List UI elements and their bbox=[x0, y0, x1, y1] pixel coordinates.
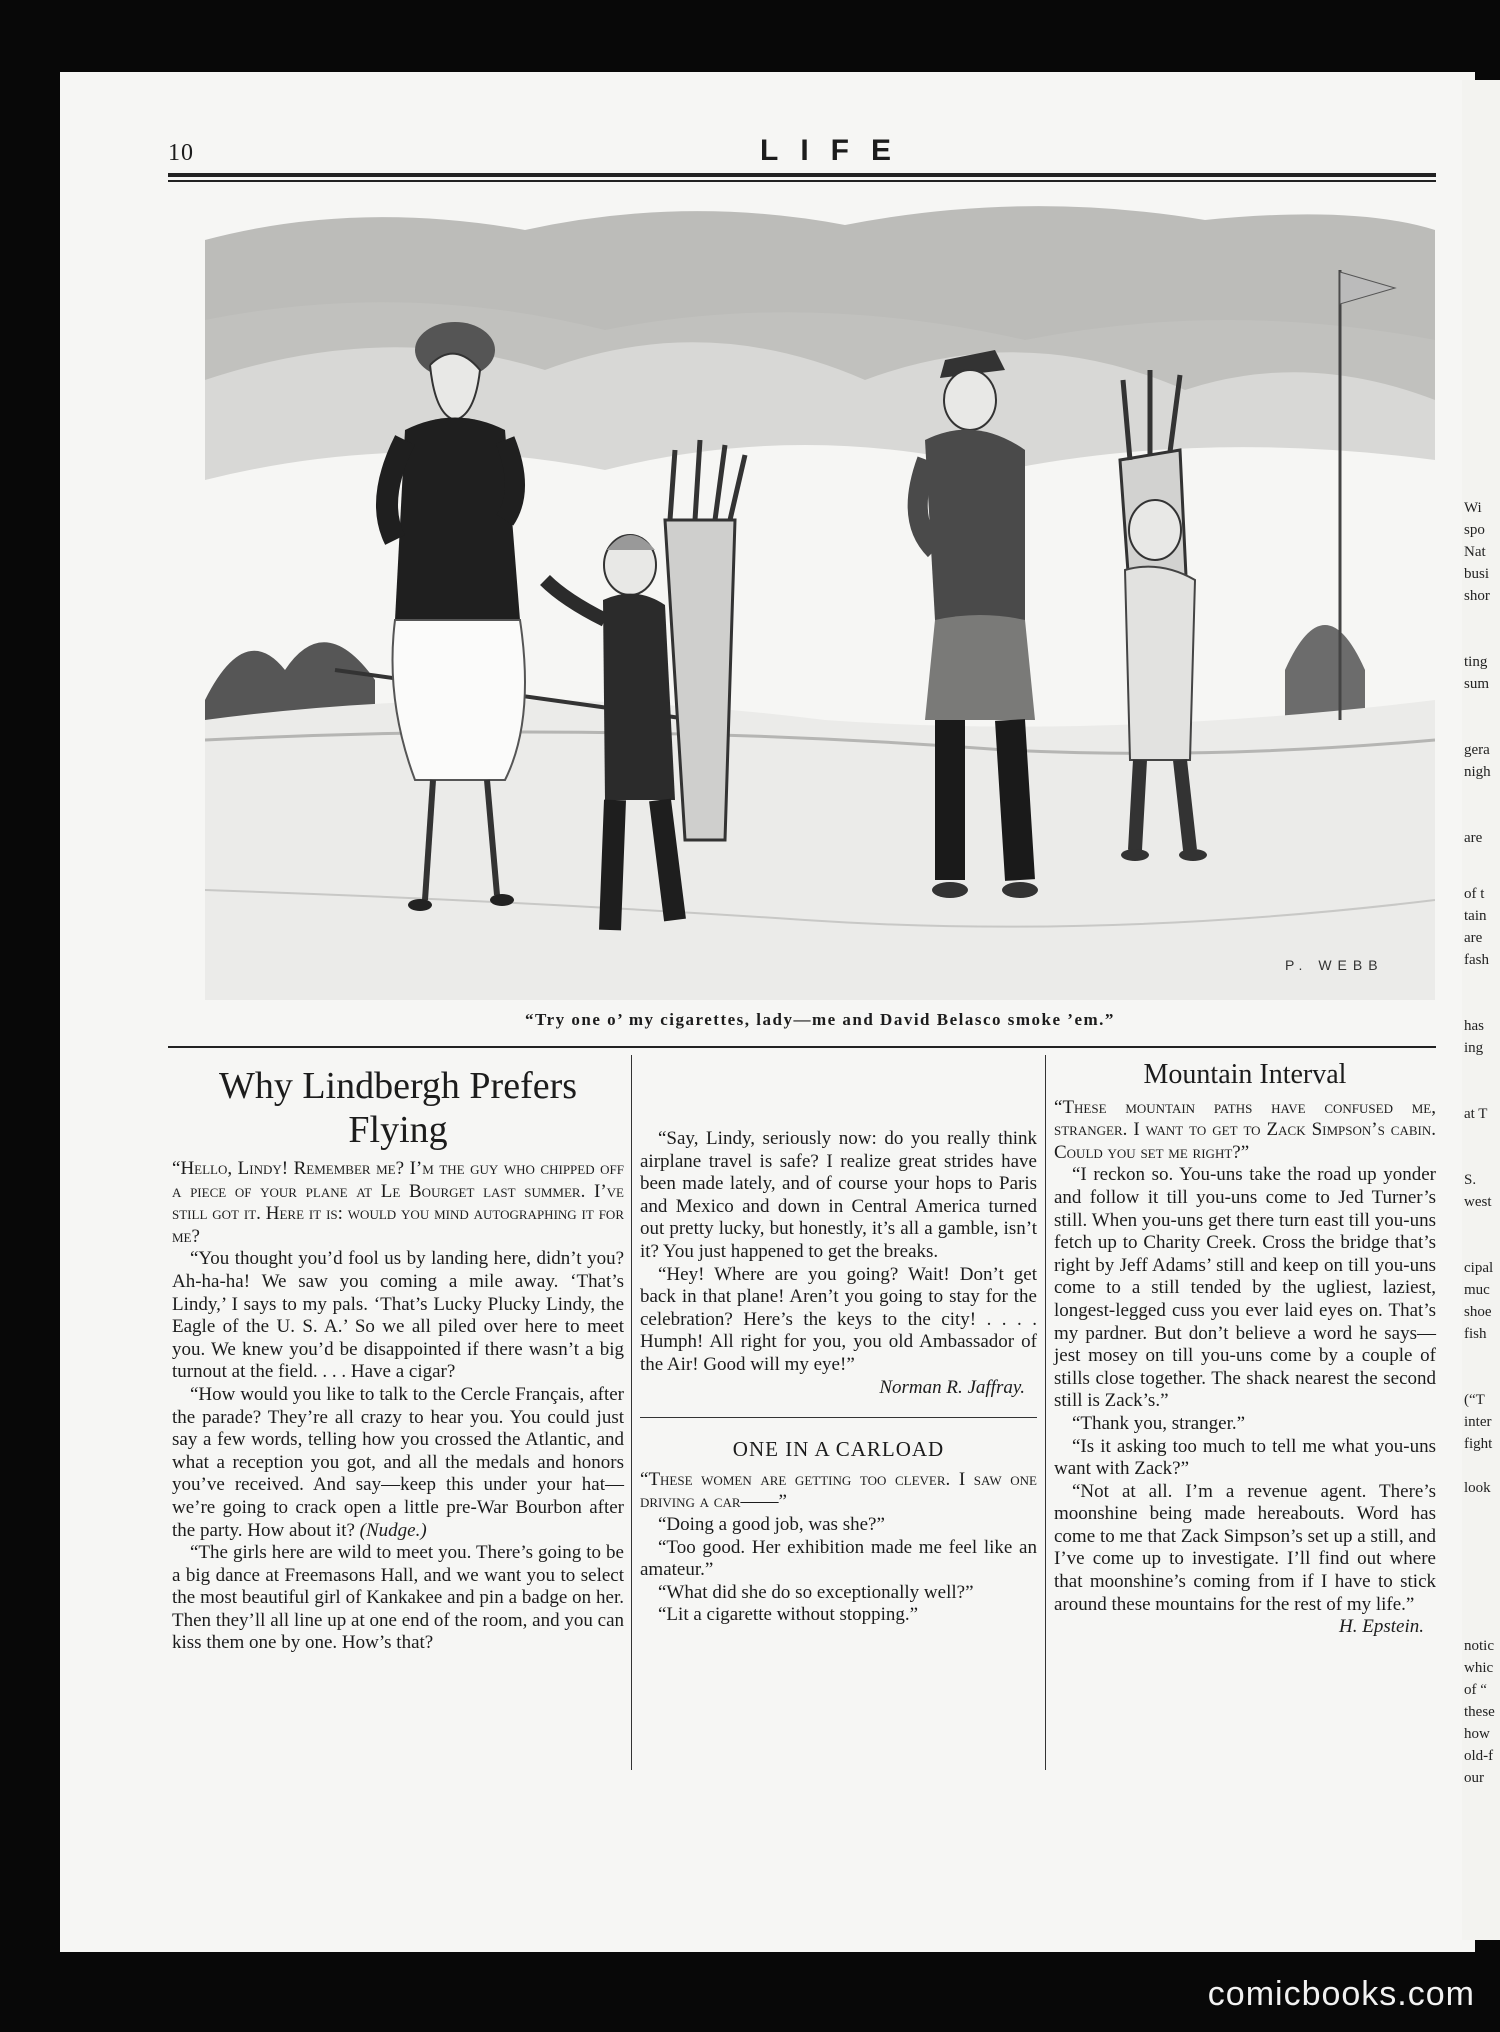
strip-word: nigh bbox=[1464, 764, 1491, 780]
strip-word: fish bbox=[1464, 1326, 1487, 1342]
strip-word: spo bbox=[1464, 522, 1485, 538]
golf-cartoon-illustration bbox=[205, 200, 1435, 1000]
column-1 bbox=[172, 1062, 624, 1655]
site-watermark: comicbooks.com bbox=[1207, 1975, 1475, 2013]
article-title-lindbergh: Why Lindbergh Prefers Flying bbox=[218, 1065, 578, 1151]
header-rule bbox=[168, 173, 1436, 177]
author-jaffray: Norman R. Jaffray. bbox=[879, 1376, 1025, 1398]
paragraph: “What did she do so exceptionally well?” bbox=[658, 1581, 974, 1603]
strip-word: old-f bbox=[1464, 1748, 1494, 1764]
paragraph: “Too good. Her exhibition made me feel like an amateur.” bbox=[640, 1536, 1037, 1581]
magazine-title: LIFE bbox=[760, 134, 913, 167]
strip-word: of t bbox=[1464, 886, 1485, 902]
strip-word: how bbox=[1464, 1726, 1490, 1742]
adjacent-page-strip bbox=[1462, 80, 1500, 1940]
strip-word: look bbox=[1464, 1480, 1491, 1496]
column-divider bbox=[1045, 1055, 1046, 1770]
strip-word: S. bbox=[1464, 1172, 1477, 1188]
paragraph: “Hello, Lindy! Remember me? I’m the guy who chipped off a piece of your plane at Le Bourget last summer. I’ve still got it. Here it is: would you mind autographing it for me? bbox=[172, 1158, 624, 1247]
column-divider bbox=[631, 1055, 632, 1770]
article-title-mountain: Mountain Interval bbox=[1143, 1059, 1347, 1090]
strip-word: these bbox=[1464, 1704, 1495, 1720]
paragraph: “Not at all. I’m a revenue agent. There’s moonshine being made hereabouts. Word has come to me that Zack Simpson’s set up a still, and I’ve come up to investigate. I’ll find out where that moonshine’s coming from if I have to stick around these mountains for the rest of my life.” H. Epstein. bbox=[1054, 1480, 1436, 1638]
strip-word: cipal bbox=[1464, 1260, 1494, 1276]
paragraph: “The girls here are wild to meet you. There’s going to be a big dance at Freemasons Hall, and we want you to select the most beautiful girl of Kankakee and pin a badge on her. Then they’ll all line up at one end of the room, and you can kiss them one by one. How’s that? bbox=[172, 1542, 624, 1654]
strip-word: gera bbox=[1464, 742, 1490, 758]
strip-word: fash bbox=[1464, 952, 1489, 968]
strip-word: sum bbox=[1464, 676, 1490, 692]
strip-word: shor bbox=[1464, 588, 1490, 604]
paragraph: “Doing a good job, was she?” bbox=[658, 1513, 885, 1535]
paragraph: “Thank you, stranger.” bbox=[1072, 1412, 1246, 1434]
column-2 bbox=[640, 1062, 1037, 1627]
strip-word: Wi bbox=[1464, 500, 1482, 516]
strip-word: inter bbox=[1464, 1414, 1492, 1430]
caption-rule bbox=[168, 1046, 1436, 1048]
strip-word: of “ bbox=[1464, 1682, 1487, 1698]
strip-word: ing bbox=[1464, 1040, 1484, 1056]
paragraph: “These mountain paths have confused me, stranger. I want to get to Zack Simpson’s cabin. Could you set me right?” bbox=[1054, 1096, 1436, 1163]
strip-word: our bbox=[1464, 1770, 1484, 1786]
strip-word: west bbox=[1464, 1194, 1492, 1210]
paragraph: “You thought you’d fool us by landing here, didn’t you? Ah-ha-ha! We saw you coming a mile away. ‘That’s Lindy,’ I says to my pals. ‘That’s Lucky Plucky Lindy, the Eagle of the U. S. A.’ So we all piled over here to meet you. We knew you’d be disappointed if there wasn’t a big turnout at the field. . . . Have a cigar? bbox=[172, 1248, 624, 1383]
strip-word: has bbox=[1464, 1018, 1484, 1034]
artist-signature: P. WEBB bbox=[1285, 957, 1384, 973]
paragraph: “How would you like to talk to the Cercle Français, after the parade? They’re all crazy to hear you. You could just say a few words, telling how you crossed the Atlantic, and what a reception you got, and all the medals and honors you’ve received. And say—keep this under your hat—we’re going to crack open a little pre-War Bourbon after the party. How about it? (Nudge.) bbox=[172, 1383, 624, 1541]
page-number: 10 bbox=[168, 140, 194, 166]
strip-word: (“T bbox=[1464, 1392, 1485, 1408]
author-epstein: H. Epstein. bbox=[1339, 1616, 1424, 1638]
strip-word: whic bbox=[1464, 1660, 1494, 1676]
strip-word: are bbox=[1464, 830, 1483, 846]
column-3 bbox=[1054, 1059, 1436, 1639]
paragraph: “Lit a cigarette without stopping.” bbox=[658, 1604, 919, 1626]
paragraph-continued bbox=[640, 1062, 1037, 1128]
header-rule-thin bbox=[168, 180, 1436, 182]
strip-word: tain bbox=[1464, 908, 1487, 924]
strip-word: muc bbox=[1464, 1282, 1490, 1298]
cartoon-caption: “Try one o’ my cigarettes, lady—me and David Belasco smoke ’em.” bbox=[525, 1010, 1115, 1029]
strip-word: are bbox=[1464, 930, 1483, 946]
section-rule bbox=[640, 1417, 1037, 1418]
strip-word: ting bbox=[1464, 654, 1488, 670]
strip-word: fight bbox=[1464, 1436, 1493, 1452]
strip-word: busi bbox=[1464, 566, 1490, 582]
article-title-carload: ONE IN A CARLOAD bbox=[732, 1437, 945, 1462]
paragraph: “Is it asking too much to tell me what you-uns want with Zack?” bbox=[1054, 1435, 1436, 1480]
strip-word: notic bbox=[1464, 1638, 1494, 1654]
paragraph: “These women are getting too clever. I saw one driving a car——” bbox=[640, 1468, 1037, 1513]
strip-word: shoe bbox=[1464, 1304, 1492, 1320]
paragraph: “Hey! Where are you going? Wait! Don’t get back in that plane! Aren’t you going to stay for the celebration? Here’s the keys to the city! . . . . Humph! All right for you, you old Ambassador of the Air! Good will my eye!” bbox=[640, 1263, 1037, 1375]
strip-word: Nat bbox=[1464, 544, 1486, 560]
paragraph: “Say, Lindy, seriously now: do you really think airplane travel is safe? I realize great strides have been made lately, and of course your hops to Paris and Mexico and down in Central America turned out pretty lucky, but honestly, it’s all a gamble, isn’t it? You just happened to get the breaks. bbox=[640, 1128, 1037, 1262]
strip-word: at T bbox=[1464, 1106, 1488, 1122]
paragraph: “I reckon so. You-uns take the road up yonder and follow it till you-uns come to Jed Turner’s still. When you-uns get there turn east till you-uns fetch up to Charity Creek. Cross the bridge that’s right by Jeff Adams’ still and keep on till you-uns come to a still tended by the ugliest, laziest, longest-legged cuss you ever laid eyes on. That’s my pardner. But don’t believe a word he says—jest mosey on till you-uns come by a couple of stills close together. The shack nearest the second still is Zack’s.” bbox=[1054, 1164, 1436, 1412]
